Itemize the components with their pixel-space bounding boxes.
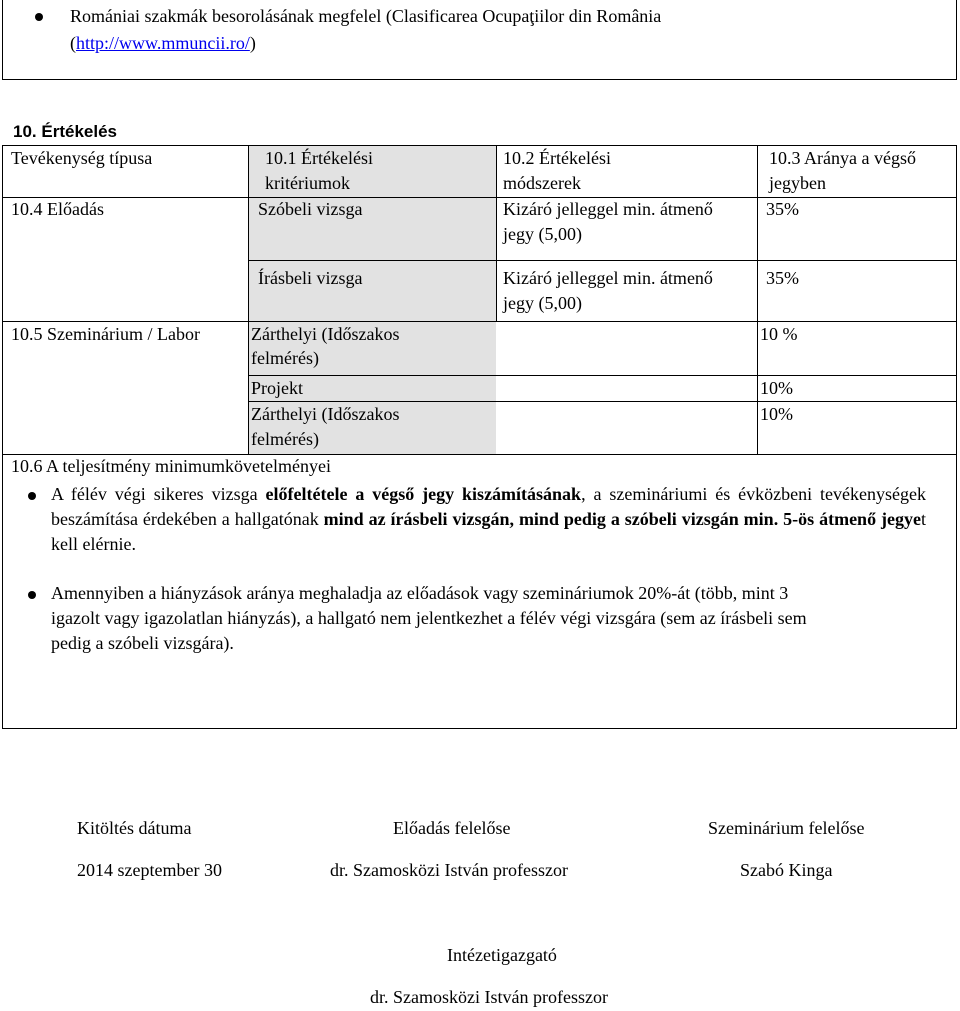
bullet-icon [28,591,36,599]
classification-link-line [70,31,256,55]
written-exam-share: 35% [766,268,799,288]
lecture-responsible-label: Előadás felelőse [393,818,511,838]
oral-exam-method-line2: jegy (5,00) [503,224,582,244]
req1-bold-2: mind az írásbeli vizsgán, mind pedig a szóbeli vizsgán min. 5-ös átmenő jegye [323,509,921,529]
oral-exam-criteria: Szóbeli vizsga [258,199,363,219]
lecture-responsible-name: dr. Szamosközi István professzor [330,860,568,880]
header-methods-line2: módszerek [503,173,581,193]
header-criteria-line2: kritériumok [265,173,350,193]
header-methods-line1: 10.2 Értékelési [503,148,611,168]
header-share-line2: jegyben [769,173,826,193]
written-exam-criteria: Írásbeli vizsga [258,268,363,288]
min-requirements-label: 10.6 A teljesítmény minimumkövetelményei [11,456,331,476]
project-share: 10% [760,378,793,398]
row-divider-header [3,197,957,198]
header-activity-type: Tevékenység típusa [11,148,153,168]
midterm2-criteria-line2: felmérés) [251,429,319,449]
bullet-icon [28,492,36,500]
paren-close: ) [249,33,256,53]
row-divider-seminar-1 [248,375,957,376]
col-divider-2 [496,146,497,321]
completion-date-value: 2014 szeptember 30 [77,860,222,880]
midterm2-share: 10% [760,404,793,424]
written-exam-method-line2: jegy (5,00) [503,293,582,313]
requirement-exam-paragraph [51,482,926,557]
bullet-icon [35,13,43,21]
req1-text-1: A félév végi sikeres vizsga [51,484,266,504]
section-number: 10. [13,122,37,141]
seminar-responsible-label: Szeminárium felelőse [708,818,865,838]
completion-date-label: Kitöltés dátuma [77,818,192,838]
lecture-label: 10.4 Előadás [11,199,104,219]
requirement-absence-line3: pedig a szóbeli vizsgára). [51,633,234,653]
oral-exam-method-line1: Kizáró jelleggel min. átmenő [503,199,713,219]
req1-text-3: t kell elérnie. [51,509,926,554]
project-criteria: Projekt [251,378,303,398]
col-divider-1 [248,146,249,454]
mmuncii-link[interactable]: http://www.mmuncii.ro/ [76,33,250,53]
director-label: Intézetigazgató [447,945,557,965]
row-divider-lecture-oral [248,260,957,261]
header-share-line1: 10.3 Aránya a végső [769,148,916,168]
oral-exam-share: 35% [766,199,799,219]
col-divider-3 [757,146,758,454]
midterm-share: 10 % [760,324,798,344]
req1-bold-1: előfeltétele a végső jegy kiszámításának [265,484,582,504]
midterm-criteria-line2: felmérés) [251,348,319,368]
req1-text-2: , a szemináriumi és évközbeni tevékenységek beszámítása érdekében a hallgatónak [51,484,927,529]
section-name: Értékelés [41,122,117,141]
paren-open: ( [70,33,76,53]
midterm-criteria-line1: Zárthelyi (Időszakos [251,324,400,344]
seminar-label: 10.5 Szeminárium / Labor [11,324,200,344]
written-exam-method-line1: Kizáró jelleggel min. átmenő [503,268,713,288]
section-title [13,120,117,144]
director-name: dr. Szamosközi István professzor [370,987,608,1007]
midterm2-criteria-line1: Zárthelyi (Időszakos [251,404,400,424]
requirement-absence-line1: Amennyiben a hiányzások aránya meghaladja az előadások vagy szemináriumok 20%-át (több, mint 3 [51,583,789,603]
classification-text: Romániai szakmák besorolásának megfelel (Clasificarea Ocupaţiilor din România [70,6,662,26]
header-criteria-line1: 10.1 Értékelési [265,148,373,168]
seminar-responsible-name: Szabó Kinga [740,860,833,880]
requirement-absence-line2: igazolt vagy igazolatlan hiányzás), a hallgató nem jelentkezhet a félév végi vizsgára (sem az írásbeli sem [51,608,807,628]
